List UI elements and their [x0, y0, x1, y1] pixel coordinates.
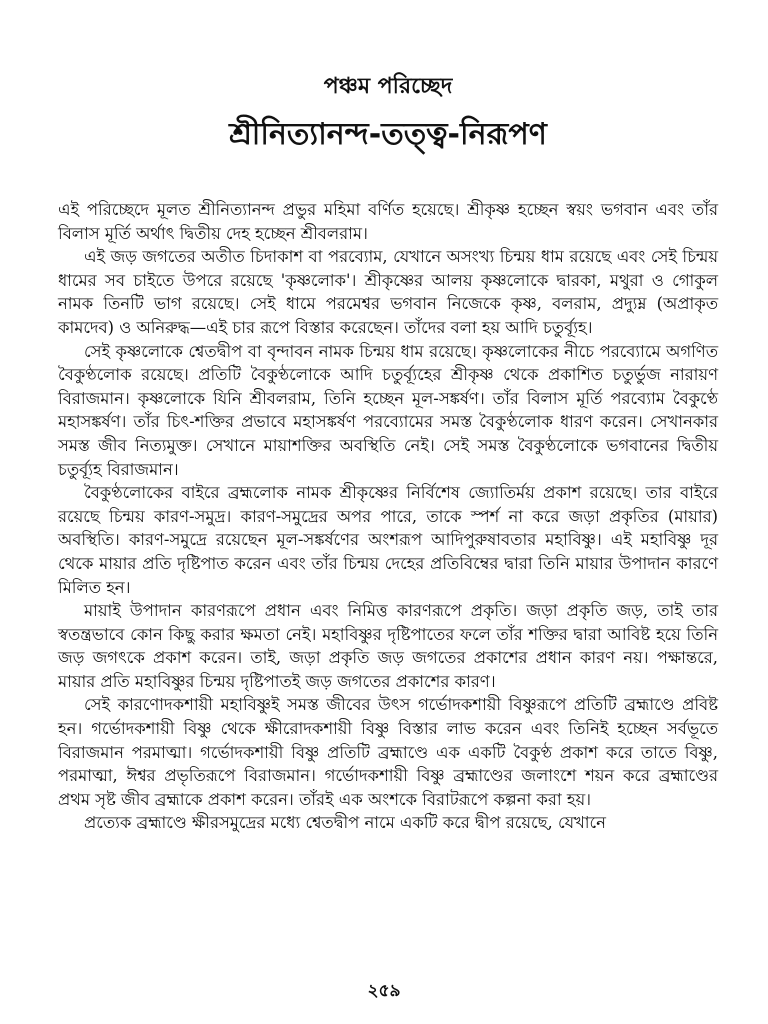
paragraph: প্রত্যেক ব্রহ্মাণ্ডে ক্ষীরসমুদ্রের মধ্যে শ্বেতদ্বীপ নামে একটি করে দ্বীপ রয়েছে, যেখানে: [84, 813, 606, 833]
chapter-body: [58, 198, 718, 835]
paragraph: সেই কৃষ্ণলোকে শ্বেতদ্বীপ বা বৃন্দাবন নামক চিন্ময় ধাম রয়েছে। কৃষ্ণলোকের নীচে পরব্যোমে অগণিত বৈকুণ্ঠলোক রয়েছে। প্রতিটি বৈকুণ্ঠলোকে আদি চতুর্ব্যূহের শ্রীকৃষ্ণ থেকে প্রকাশিত চতুর্ভুজ নারায়ণ বিরাজমান। কৃষ্ণলোকে যিনি শ্রীবলরাম, তিনি হচ্ছেন মূল-সঙ্কর্ষণ। তাঁর বিলাস মূর্তি পরব্যোম বৈকুণ্ঠে মহাসঙ্কর্ষণ। তাঁর চিৎ-শক্তির প্রভাবে মহাসঙ্কর্ষণ পরব্যোমের সমস্ত বৈকুণ্ঠলোক ধারণ করেন। সেখানকার সমস্ত জীব নিত্যমুক্ত। সেখানে মায়াশক্তির অবস্থিতি নেই। সেই সমস্ত বৈকুণ্ঠলোকে ভগবানের দ্বিতীয় চতুর্ব্যূহ বিরাজমান।: [58, 341, 718, 479]
paragraph: বৈকুণ্ঠলোকের বাইরে ব্রহ্মলোক নামক শ্রীকৃষ্ণের নির্বিশেষ জ্যোতির্ময় প্রকাশ রয়েছে। তার বাইরে রয়েছে চিন্ময় কারণ-সমুদ্র। কারণ-সমুদ্রের অপর পারে, তাকে স্পর্শ না করে জড়া প্রকৃতির (মায়ার) অবস্থিতি। কারণ-সমুদ্রে রয়েছেন মূল-সঙ্কর্ষণের অংশরূপ আদিপুরুষাবতার মহাবিষ্ণু। এই মহাবিষ্ণু দূর থেকে মায়ার প্রতি দৃষ্টিপাত করেন এবং তাঁর চিন্ময় দেহের প্রতিবিম্বের দ্বারা তিনি মায়ার উপাদান কারণে মিলিত হন।: [58, 483, 718, 597]
page-number: ২৫৯: [367, 981, 401, 1001]
paragraph: মায়াই উপাদান কারণরূপে প্রধান এবং নিমিত্ত কারণরূপে প্রকৃতি। জড়া প্রকৃতি জড়, তাই তার স্বতন্ত্রভাবে কোন কিছু করার ক্ষমতা নেই। মহাবিষ্ণুর দৃষ্টিপাতের ফলে তাঁর শক্তির দ্বারা আবিষ্ট হয়ে তিনি জড় জগৎকে প্রকাশ করেন। তাই, জড়া প্রকৃতি জড় জগতের প্রকাশের প্রধান কারণ নয়। পক্ষান্তরে, মায়ার প্রতি মহাবিষ্ণুর চিন্ময় দৃষ্টিপাতই জড় জগতের প্রকাশের কারণ।: [58, 601, 718, 691]
chapter-label: পঞ্চম পরিচ্ছেদ: [323, 74, 453, 99]
paragraph: এই পরিচ্ছেদে মূলত শ্রীনিত্যানন্দ প্রভুর মহিমা বর্ণিত হয়েছে। শ্রীকৃষ্ণ হচ্ছেন স্বয়ং ভগবান এবং তাঁর বিলাস মূর্তি অর্থাৎ দ্বিতীয় দেহ হচ্ছেন শ্রীবলরাম।: [58, 200, 718, 243]
paragraph: এই জড় জগতের অতীত চিদাকাশ বা পরব্যোম, যেখানে অসংখ্য চিন্ময় ধাম রয়েছে এবং সেই চিন্ময় ধামের সব চাইতে উপরে রয়েছে 'কৃষ্ণলোক'। শ্রীকৃষ্ণের আলয় কৃষ্ণলোকে দ্বারকা, মথুরা ও গোকুল নামক তিনটি ভাগ রয়েছে। সেই ধামে পরমেশ্বর ভগবান নিজেকে কৃষ্ণ, বলরাম, প্রদ্যুম্ন (অপ্রাকৃত কামদেব) ও অনিরুদ্ধ—এই চার রূপে বিস্তার করেছেন। তাঁদের বলা হয় আদি চতুর্ব্যূহ।: [58, 247, 718, 337]
chapter-title: শ্রীনিত্যানন্দ-তত্ত্ব-নিরূপণ: [229, 117, 547, 152]
paragraph: সেই কারণোদকশায়ী মহাবিষ্ণুই সমস্ত জীবের উৎস গর্ভোদকশায়ী বিষ্ণুরূপে প্রতিটি ব্রহ্মাণ্ডে প্রবিষ্ট হন। গর্ভোদকশায়ী বিষ্ণু থেকে ক্ষীরোদকশায়ী বিষ্ণু বিস্তার লাভ করেন এবং তিনিই হচ্ছেন সর্বভূতে বিরাজমান পরমাত্মা। গর্ভোদকশায়ী বিষ্ণু প্রতিটি ব্রহ্মাণ্ডে এক একটি বৈকুণ্ঠ প্রকাশ করে তাতে বিষ্ণু, পরমাত্মা, ঈশ্বর প্রভৃতিরূপে বিরাজমান। গর্ভোদকশায়ী বিষ্ণু ব্রহ্মাণ্ডের জলাংশে শয়ন করে ব্রহ্মাণ্ডের প্রথম সৃষ্ট জীব ব্রহ্মাকে প্রকাশ করেন। তাঁরই এক অংশকে বিরাটরূপে কল্পনা করা হয়।: [58, 695, 718, 809]
